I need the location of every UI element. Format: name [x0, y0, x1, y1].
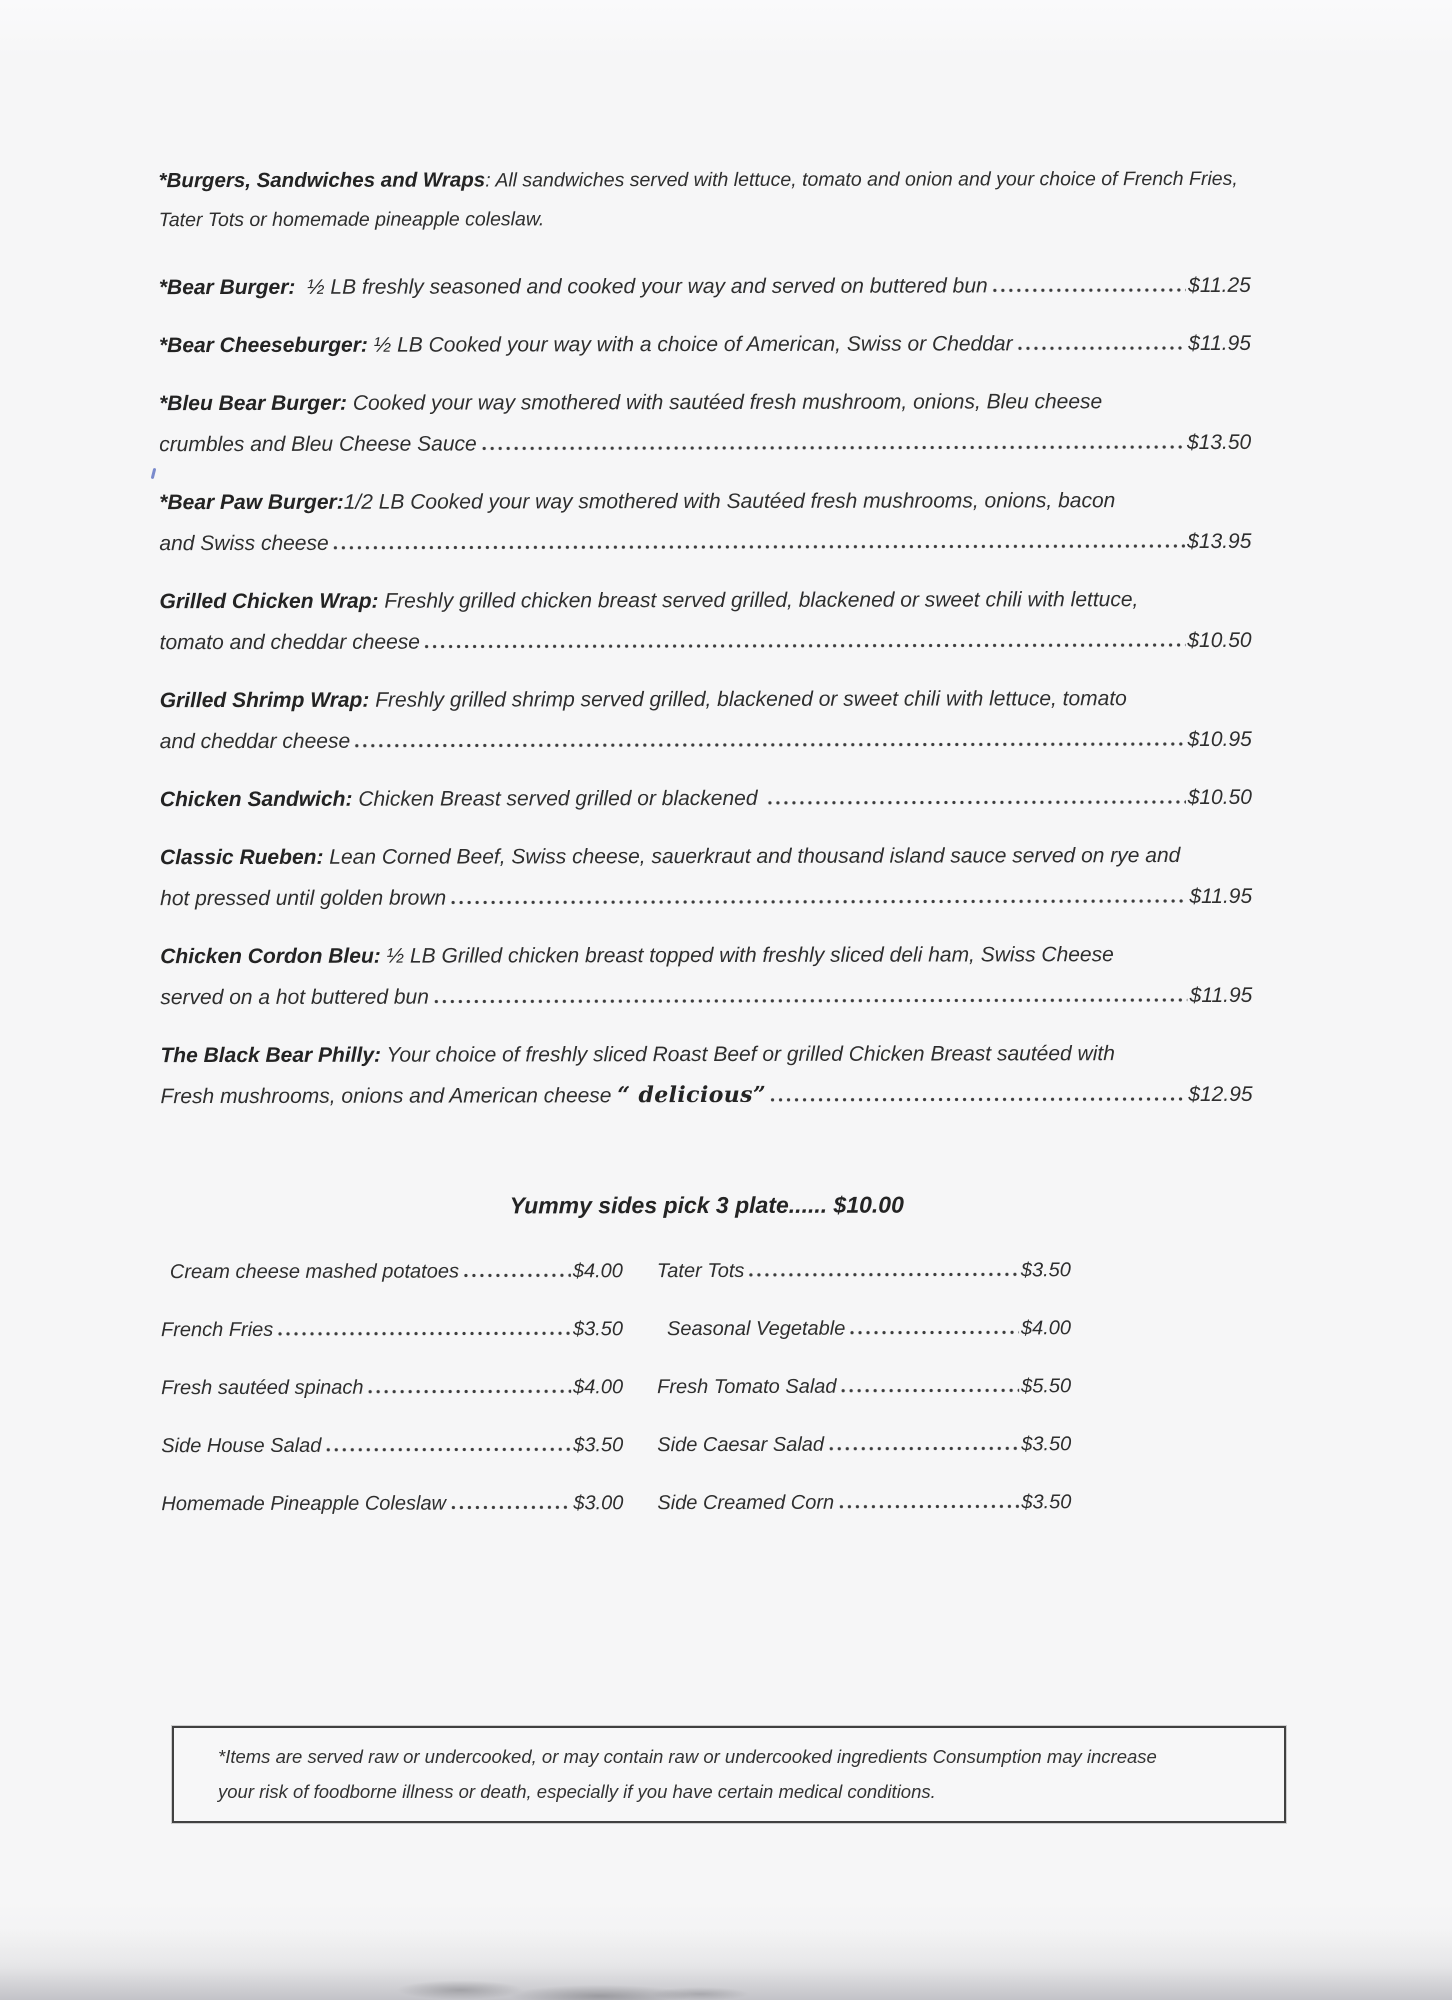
section-title: *Burgers, Sandwiches and Wraps	[158, 168, 486, 193]
item-name: *Bleu Bear Burger:	[159, 391, 348, 416]
menu-item-grilled-shrimp-wrap	[160, 678, 1252, 762]
menu-item-bear-paw-burger	[159, 480, 1251, 564]
item-desc: Lean Corned Beef, Swiss cheese, sauerkraut and thousand island sauce served on rye and	[323, 844, 1181, 869]
side-item	[657, 1489, 1071, 1516]
menu-content	[159, 159, 1254, 1517]
side-name: Fresh Tomato Salad	[657, 1375, 837, 1399]
dot-leader	[423, 643, 1185, 649]
item-name: The Black Bear Philly:	[160, 1043, 382, 1068]
item-desc: Cooked your way smothered with sautéed fresh mushroom, onions, Bleu cheese	[346, 390, 1103, 415]
side-price: $3.50	[1020, 1259, 1071, 1282]
dot-leader	[462, 1273, 571, 1277]
side-price: $4.00	[573, 1376, 624, 1399]
item-price: $12.95	[1188, 1082, 1253, 1106]
side-name: Side House Salad	[161, 1434, 322, 1458]
side-name: Fresh sautéed spinach	[161, 1376, 364, 1400]
item-highlight-delicious: “ delicious”	[617, 1081, 767, 1109]
dot-leader	[449, 899, 1187, 905]
item-desc: 1/2 LB Cooked your way smothered with Sautéed fresh mushrooms, onions, bacon	[343, 489, 1116, 514]
dot-leader	[449, 1505, 571, 1509]
pen-mark-artifact	[151, 468, 157, 479]
menu-item-classic-rueben	[160, 835, 1252, 919]
dot-leader	[840, 1388, 1020, 1392]
item-desc: Freshly grilled chicken breast served grilled, blackened or sweet chili with lettuce,	[378, 588, 1139, 613]
side-item	[161, 1316, 623, 1343]
sides-column-2	[657, 1257, 1072, 1516]
dot-leader	[991, 288, 1186, 292]
side-item	[657, 1431, 1071, 1458]
sides-list	[161, 1257, 1254, 1517]
side-name: Tater Tots	[656, 1259, 745, 1283]
menu-item-bear-burger	[159, 265, 1251, 308]
side-price: $3.50	[573, 1434, 624, 1457]
item-price: $11.95	[1189, 983, 1253, 1007]
item-desc-2: tomato and cheddar cheese	[159, 630, 420, 655]
dot-leader	[769, 1097, 1186, 1102]
disclaimer-text-2: your risk of foodborne illness or death, especially if you have certain medical conditions.	[218, 1780, 936, 1802]
side-name: Homemade Pineapple Coleslaw	[161, 1492, 447, 1516]
menu-item-bleu-bear-burger	[159, 381, 1251, 465]
item-desc: Your choice of freshly sliced Roast Beef or grilled Chicken Breast sautéed with	[381, 1042, 1115, 1067]
item-price: $13.50	[1186, 430, 1252, 454]
side-price: $3.50	[1021, 1433, 1072, 1456]
item-name: *Bear Paw Burger:	[159, 490, 344, 515]
item-name: *Bear Cheeseburger:	[158, 333, 368, 358]
item-desc: ½ LB Cooked your way with a choice of American, Swiss or Cheddar	[367, 332, 1013, 357]
item-name: Chicken Sandwich:	[159, 787, 353, 812]
item-name: Grilled Chicken Wrap:	[159, 589, 379, 614]
menu-item-grilled-chicken-wrap	[159, 579, 1251, 663]
item-desc-2: crumbles and Bleu Cheese Sauce	[159, 432, 477, 457]
item-name: Chicken Cordon Bleu:	[160, 944, 381, 969]
dot-leader	[332, 544, 1186, 550]
menu-item-chicken-sandwich	[160, 777, 1252, 820]
item-price: $13.95	[1187, 529, 1252, 553]
item-price: $11.25	[1188, 273, 1251, 297]
item-desc: ½ LB freshly seasoned and cooked your way and served on buttered bun	[295, 274, 988, 299]
side-price: $4.00	[572, 1260, 623, 1283]
side-item	[161, 1432, 623, 1459]
menu-item-bear-cheeseburger	[159, 323, 1251, 366]
item-desc: Chicken Breast served grilled or blackened	[352, 786, 764, 811]
menu-item-chicken-cordon-bleu	[160, 934, 1252, 1018]
dot-leader	[366, 1389, 571, 1393]
item-desc: Freshly grilled shrimp served grilled, blackened or sweet chili with lettuce, tomato	[369, 687, 1127, 712]
side-item	[657, 1373, 1071, 1400]
item-desc: ½ LB Grilled chicken breast topped with freshly sliced deli ham, Swiss Cheese	[380, 943, 1114, 968]
item-desc-2: and Swiss cheese	[159, 531, 329, 556]
dot-leader	[747, 1272, 1018, 1277]
section-intro-text: : All sandwiches served with lettuce, tomato and onion and your choice of French Fries,	[485, 167, 1238, 192]
item-desc-2: hot pressed until golden brown	[160, 886, 447, 911]
side-price: $4.00	[1020, 1317, 1072, 1340]
side-price: $5.50	[1021, 1375, 1072, 1398]
side-name: Side Creamed Corn	[657, 1491, 835, 1515]
item-price: $10.50	[1187, 628, 1252, 652]
side-item	[657, 1257, 1071, 1284]
sides-heading: Yummy sides pick 3 plate...... $10.00	[509, 1191, 904, 1219]
side-name: French Fries	[161, 1318, 274, 1342]
side-item	[161, 1374, 623, 1401]
item-price: $11.95	[1189, 884, 1253, 908]
item-name: *Bear Burger:	[158, 275, 296, 300]
item-name: Classic Rueben:	[160, 845, 324, 870]
section-intro-text-2: Tater Tots or homemade pineapple coleslaw.	[158, 208, 545, 232]
side-name: Cream cheese mashed potatoes	[169, 1260, 459, 1284]
side-item	[161, 1490, 623, 1517]
side-name: Seasonal Vegetable	[667, 1317, 846, 1341]
section-intro	[159, 159, 1251, 240]
dot-leader	[1016, 346, 1187, 350]
dot-leader	[353, 742, 1185, 748]
item-desc-2: served on a hot buttered bun	[160, 985, 429, 1010]
side-price: $3.50	[572, 1318, 624, 1341]
item-desc-2: and cheddar cheese	[159, 729, 351, 754]
scan-artifact-band	[0, 1928, 1452, 2000]
side-name: Side Caesar Salad	[657, 1433, 825, 1457]
side-item	[161, 1258, 623, 1285]
item-desc-2: Fresh mushrooms, onions and American cheese	[160, 1084, 618, 1109]
dot-leader	[827, 1446, 1019, 1450]
item-price: $10.95	[1187, 727, 1252, 751]
dot-leader	[324, 1447, 571, 1452]
item-name: Grilled Shrimp Wrap:	[159, 688, 370, 713]
sides-column-1	[161, 1258, 624, 1517]
item-price: $11.95	[1188, 331, 1251, 355]
dot-leader	[480, 445, 1185, 450]
dot-leader	[837, 1504, 1019, 1508]
side-price: $3.50	[1021, 1491, 1072, 1514]
side-item	[657, 1315, 1071, 1342]
dot-leader	[848, 1330, 1019, 1334]
dot-leader	[432, 998, 1188, 1004]
side-price: $3.00	[573, 1492, 624, 1515]
menu-item-black-bear-philly	[160, 1033, 1252, 1117]
disclaimer-text-1: *Items are served raw or undercooked, or may contain raw or undercooked ingredients Consumption may increase	[218, 1746, 1157, 1767]
disclaimer-box	[172, 1726, 1286, 1823]
item-price: $10.50	[1187, 785, 1252, 809]
dot-leader	[766, 800, 1185, 805]
dot-leader	[276, 1331, 571, 1336]
